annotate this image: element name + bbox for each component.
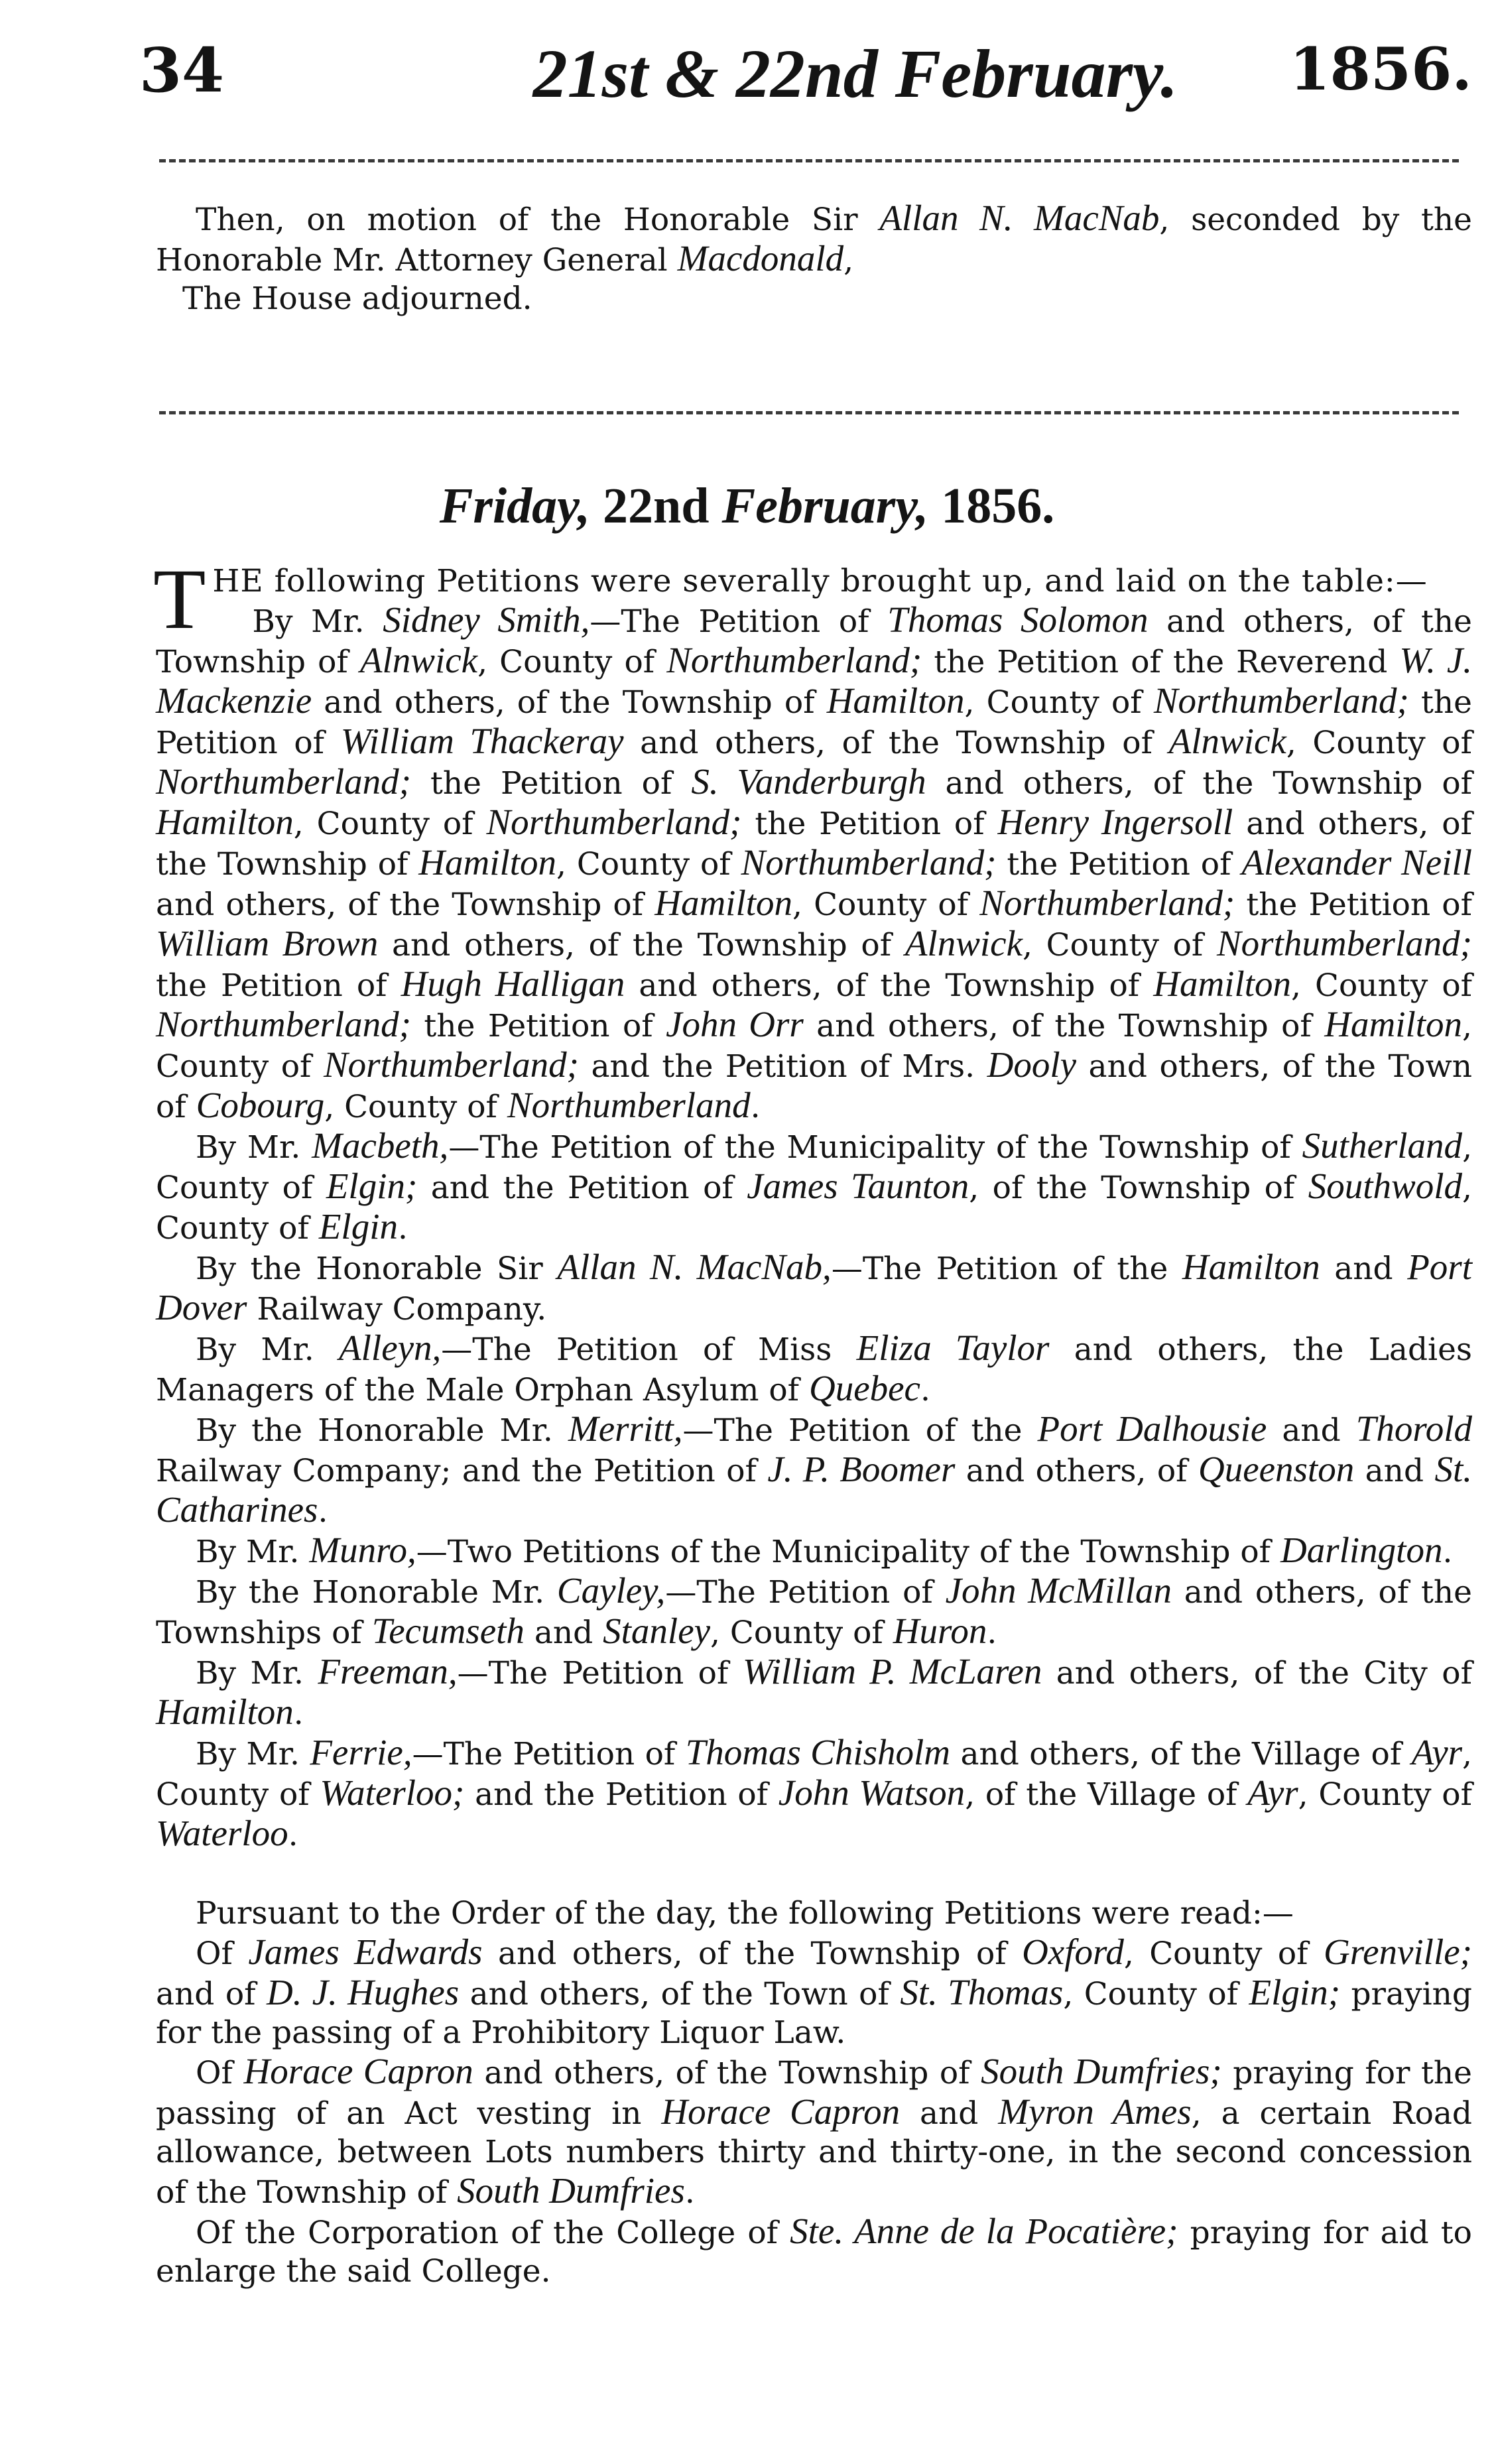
italic-name: Elgin; — [1249, 1972, 1341, 2012]
petition-text: Of — [196, 1936, 249, 1972]
petition-text: , County of — [556, 846, 741, 883]
adjournment-result: The House adjourned. — [182, 280, 532, 317]
petition-entry — [156, 1531, 1472, 1571]
italic-name: Hugh Halligan — [401, 963, 625, 1004]
italic-name: Northumberland; — [156, 1004, 411, 1044]
italic-name: Northumberland; — [666, 640, 922, 680]
petition-text: By the Honorable Mr. — [196, 1574, 557, 1611]
petition-text: By Mr. — [196, 1331, 340, 1368]
petition-text: , County of — [1063, 1976, 1249, 2012]
header-year: 1856. — [1289, 34, 1472, 103]
petition-text: Of — [196, 2055, 244, 2091]
italic-name: James Taunton — [747, 1166, 969, 1206]
petition-text: —The Petition of — [590, 603, 888, 640]
petition-text: and others, of the Township of — [156, 806, 1472, 883]
petition-text: —The Petition of — [665, 1574, 946, 1611]
italic-name: Alexander Neill — [1241, 842, 1472, 883]
petition-text: and others, of the Township of — [156, 603, 1472, 680]
petition-text: and others, of — [955, 1453, 1198, 1489]
order-petition-entry — [156, 1933, 1472, 2052]
petition-text: , County of — [964, 684, 1154, 721]
italic-name: William Brown — [156, 923, 379, 963]
petition-text: and the Petition of — [417, 1170, 747, 1206]
italic-name: Munro, — [309, 1530, 416, 1570]
italic-name: Myron Ames — [998, 2091, 1192, 2132]
italic-name: Northumberland — [507, 1085, 751, 1125]
italic-name: Southwold — [1308, 1166, 1463, 1206]
italic-name: Northumberland; — [1216, 923, 1472, 963]
petition-text: . — [684, 2174, 695, 2211]
section-rule — [159, 411, 1459, 414]
petition-text: and the Petition of Mrs. — [579, 1048, 987, 1085]
petition-text: , County of — [156, 1170, 1472, 1247]
italic-name: Waterloo; — [320, 1772, 465, 1813]
italic-name: Huron — [893, 1611, 987, 1651]
petition-text: By Mr. — [196, 1655, 318, 1692]
adjournment-text: , seconded by the Honorable Mr. Attorney General — [156, 202, 1472, 278]
petition-text: , County of — [710, 1615, 893, 1651]
petition-text: By Mr. — [252, 603, 383, 640]
italic-name: Ayr — [1247, 1772, 1298, 1813]
petition-text: and others, of the Township of — [156, 887, 655, 923]
italic-name: Hamilton — [1153, 963, 1292, 1004]
italic-name: Northumberland; — [486, 802, 742, 842]
italic-name: John Watson — [778, 1772, 965, 1813]
petition-text: the Petition of — [156, 684, 1472, 761]
italic-name: Ste. Anne de la Pocatière; — [790, 2211, 1178, 2251]
petitions-list — [156, 601, 1472, 1855]
petition-text: , of the Township of — [969, 1170, 1308, 1206]
petition-text: —The Petition of Miss — [441, 1331, 857, 1368]
italic-name: Tecumseth — [371, 1611, 525, 1651]
petition-text: By Mr. — [196, 1736, 310, 1772]
petition-text: the Petition of — [996, 846, 1242, 883]
italic-name: Queenston — [1198, 1449, 1355, 1489]
petition-text: —The Petition of the — [831, 1251, 1182, 1287]
petition-text: and others, of the Township of — [803, 1008, 1325, 1044]
italic-name: Port Dalhousie — [1037, 1408, 1267, 1449]
petition-text: , County of — [1022, 927, 1217, 963]
petition-text: Railway Company. — [247, 1291, 547, 1327]
italic-name: Alleyn, — [339, 1327, 442, 1368]
header-date: 21st & 22nd February. — [532, 36, 1178, 112]
petition-text: , County of — [156, 1129, 1473, 1206]
italic-name: Oxford — [1022, 1932, 1124, 1972]
petition-text: . — [288, 1817, 298, 1853]
petitions-section — [153, 552, 1473, 2291]
petition-entry — [156, 1329, 1472, 1410]
petition-text: , a certain Road allowance, between Lots numbers thirty and thirty-one, in the second concession of the Township of — [156, 2095, 1472, 2211]
petition-text: , County of — [1291, 967, 1473, 1004]
petition-text: . — [750, 1089, 761, 1125]
italic-name: South Dumfries — [457, 2170, 685, 2211]
petition-text: and — [1267, 1412, 1356, 1449]
petition-text: and others, of the Township of — [482, 1936, 1023, 1972]
petition-text: By Mr. — [196, 1534, 310, 1570]
italic-name: Sidney Smith, — [383, 599, 590, 640]
petition-text: and others, of the Townships of — [156, 1574, 1472, 1651]
italic-name: Cayley, — [556, 1570, 666, 1611]
italic-name: Hamilton — [1324, 1004, 1463, 1044]
petition-text: and others, of the Township of — [625, 967, 1154, 1004]
order-petition-entry — [156, 2052, 1472, 2212]
italic-name: S. Vanderburgh — [691, 761, 926, 802]
petition-text: and others, of the Township of — [926, 765, 1473, 802]
italic-name: Thomas Chisholm — [685, 1732, 951, 1772]
petition-text: the Petition of — [411, 765, 692, 802]
petition-entry — [156, 1248, 1472, 1329]
italic-name: D. J. Hughes — [266, 1972, 460, 2012]
petition-text: and — [524, 1615, 603, 1651]
petition-text: the Petition of — [411, 1008, 666, 1044]
italic-name: Darlington — [1280, 1530, 1443, 1570]
italic-name: Northumberland; — [324, 1044, 579, 1085]
petition-text: the Petition of the Reverend — [922, 644, 1400, 680]
order-of-day-intro: Pursuant to the Order of the day, the following Petitions were read:— — [196, 1895, 1294, 1932]
italic-name: Quebec — [808, 1368, 920, 1408]
italic-name: St. Thomas — [900, 1972, 1064, 2012]
petition-text: . — [293, 1695, 304, 1732]
italic-name: Northumberland; — [156, 761, 411, 802]
italic-name: W. J. Mackenzie — [156, 640, 1473, 721]
petition-text: and others, of the Township of — [473, 2055, 981, 2091]
petition-text: and — [1320, 1251, 1408, 1287]
italic-name: William Thackeray — [340, 721, 624, 761]
italic-name: Horace Capron — [661, 2091, 901, 2132]
petition-text: Of the Corporation of the College of — [196, 2215, 790, 2251]
title-date: 22nd — [602, 478, 710, 534]
petition-text: and — [900, 2095, 999, 2132]
intro-text: HE following Petitions were severally brought up, and laid on the table:— — [212, 563, 1428, 599]
italic-name: Eliza Taylor — [856, 1327, 1050, 1368]
petition-text: —The Petition of — [412, 1736, 686, 1772]
petition-text: , County of — [1286, 725, 1472, 761]
italic-name: South Dumfries; — [981, 2051, 1222, 2091]
seconder-name: Macdonald — [677, 238, 844, 278]
italic-name: Elgin; — [326, 1166, 418, 1206]
petition-text: , County of — [156, 1736, 1472, 1813]
petition-text: . — [318, 1493, 328, 1530]
petition-text: the Petition of — [156, 967, 401, 1004]
italic-name: John Orr — [666, 1004, 804, 1044]
petition-text: and others, of the Town of — [156, 1048, 1472, 1125]
petition-text: Railway Company; and the Petition of — [156, 1453, 768, 1489]
italic-name: Northumberland; — [741, 842, 997, 883]
petition-text: and others, of the Town of — [459, 1976, 901, 2012]
spacer — [156, 1855, 1472, 1894]
italic-name: Macbeth, — [312, 1125, 449, 1166]
italic-name: Waterloo — [156, 1813, 288, 1853]
italic-name: James Edwards — [248, 1932, 483, 1972]
order-petition-entry — [156, 2212, 1472, 2291]
petition-entry — [156, 1733, 1472, 1855]
petition-text: By the Honorable Mr. — [196, 1412, 568, 1449]
petition-text: and — [1354, 1453, 1435, 1489]
italic-name: Horace Capron — [243, 2051, 473, 2091]
italic-name: Dooly — [987, 1044, 1077, 1085]
italic-name: William P. McLaren — [742, 1651, 1042, 1692]
italic-name: Hamilton — [156, 802, 294, 842]
italic-name: Hamilton — [654, 883, 793, 923]
petition-text: and others, of the Township of — [312, 684, 827, 721]
petition-text: . — [987, 1615, 997, 1651]
petition-text: the Petition of — [741, 806, 998, 842]
italic-name: Thomas Solomon — [887, 599, 1149, 640]
italic-name: Stanley — [603, 1611, 711, 1651]
section-title — [0, 477, 1494, 535]
adjournment-text: Then, on motion of the Honorable Sir — [196, 202, 880, 238]
title-month: February, — [721, 478, 929, 534]
petition-text: By Mr. — [196, 1129, 312, 1166]
petition-text: —The Petition of the Municipality of the Township of — [448, 1129, 1302, 1166]
petition-text: and the Petition of — [464, 1776, 778, 1813]
italic-name: Henry Ingersoll — [997, 802, 1233, 842]
order-of-day-list — [156, 1933, 1472, 2291]
page-header — [139, 34, 1472, 114]
petition-entry — [156, 1652, 1472, 1733]
italic-name: Hamilton — [826, 680, 965, 721]
italic-name: Hamilton — [1182, 1247, 1320, 1287]
italic-name: Sutherland — [1302, 1125, 1463, 1166]
petition-entry — [156, 1127, 1472, 1248]
petition-text: and others, of the Village of — [950, 1736, 1412, 1772]
italic-name: Hamilton — [156, 1692, 294, 1732]
petition-text: . — [1442, 1534, 1453, 1570]
title-day: Friday, — [439, 478, 590, 534]
page-number: 34 — [139, 34, 225, 106]
petition-text: —The Petition of the — [682, 1412, 1038, 1449]
petition-text: , County of — [1123, 1936, 1324, 1972]
italic-name: Cobourg — [196, 1085, 325, 1125]
petition-text: , County of — [293, 806, 487, 842]
petition-entry — [156, 1571, 1472, 1652]
petition-text: , County of — [792, 887, 980, 923]
petition-text: and of — [156, 1976, 267, 2012]
petition-text: . — [397, 1210, 408, 1247]
petition-text: , County of — [1298, 1776, 1472, 1813]
petition-entry — [156, 1410, 1472, 1531]
italic-name: Alnwick — [359, 640, 478, 680]
italic-name: John McMillan — [945, 1570, 1172, 1611]
italic-name: Allan N. MacNab, — [557, 1247, 832, 1287]
italic-name: J. P. Boomer — [767, 1449, 956, 1489]
italic-name: Northumberland; — [1153, 680, 1409, 721]
italic-name: Hamilton — [418, 842, 557, 883]
italic-name: Port Dover — [156, 1247, 1472, 1327]
adjournment-paragraph — [156, 199, 1472, 318]
adjournment-text: , — [843, 242, 854, 278]
italic-name: Thorold — [1355, 1408, 1472, 1449]
italic-name: Elgin — [318, 1206, 398, 1247]
italic-name: St. Catharines — [156, 1449, 1472, 1530]
petition-text: —The Petition of — [457, 1655, 743, 1692]
italic-name: Ayr — [1411, 1732, 1463, 1772]
petition-text: , County of — [477, 644, 667, 680]
italic-name: Alnwick — [904, 923, 1023, 963]
petition-text: , of the Village of — [965, 1776, 1248, 1813]
italic-name: Freeman, — [318, 1651, 458, 1692]
petition-text: praying for the passing of an Act vesting in — [156, 2055, 1472, 2132]
petition-text: By the Honorable Sir — [196, 1251, 558, 1287]
drop-cap: T — [153, 552, 206, 647]
petition-text: praying for the passing of a Prohibitory Liquor Law. — [156, 1976, 1472, 2051]
italic-name: Alnwick — [1168, 721, 1286, 761]
italic-name: Grenville; — [1324, 1932, 1472, 1972]
petition-entry — [156, 601, 1472, 1127]
italic-name: Merritt, — [568, 1408, 683, 1449]
petition-text: and others, of the Township of — [623, 725, 1169, 761]
header-rule — [159, 159, 1459, 162]
title-year: 1856. — [941, 478, 1055, 534]
petition-text: —Two Petitions of the Municipality of the Township of — [416, 1534, 1280, 1570]
italic-name: Ferrie, — [310, 1732, 412, 1772]
italic-name: Northumberland; — [979, 883, 1235, 923]
petition-text: praying for aid to enlarge the said College. — [156, 2215, 1472, 2290]
petition-text: and others, of the City of — [1042, 1655, 1472, 1692]
petition-text: and others, the Ladies Managers of the Male Orphan Asylum of — [156, 1331, 1473, 1408]
petition-text: the Petition of — [1235, 887, 1472, 923]
petition-text: , County of — [324, 1089, 507, 1125]
petition-text: , County of — [156, 1008, 1472, 1085]
petition-text: . — [920, 1372, 930, 1408]
mover-name: Allan N. MacNab — [879, 198, 1160, 238]
petition-text: and others, of the Township of — [378, 927, 905, 963]
